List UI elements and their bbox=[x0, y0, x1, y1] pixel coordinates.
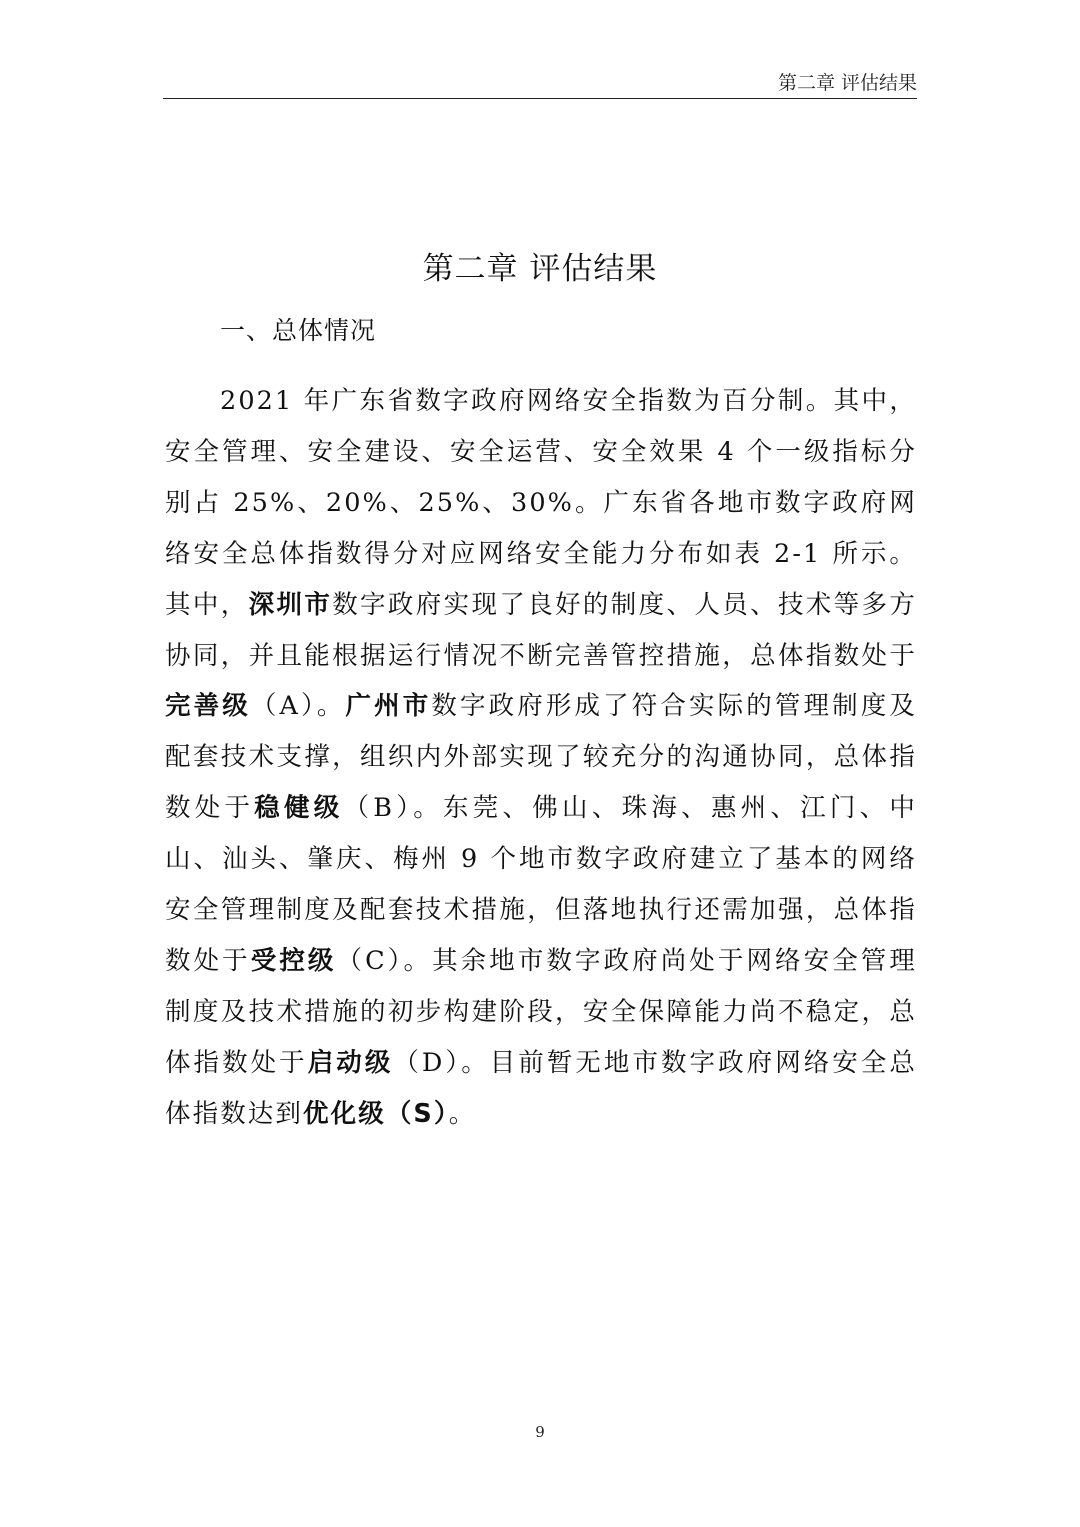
text-segment: 2021 年广东省数字政府网络安全指数为百分制。其中，安全管理、安全建设、安全运营、安全效果 4 个一级指标分别占 25%、20%、25%、30%。广东省各地市数字政府网络安全总体指数得分对应网络安全能力分布如表 2-1 所示。其中， bbox=[165, 386, 917, 620]
text-segment: （A）。 bbox=[250, 691, 346, 722]
text-segment: 数字政府形成了符合实际的管理制度及配套技术支撑，组织内外部实现了较充分的沟通协同，总体指数处于 bbox=[165, 691, 917, 824]
body-paragraph bbox=[165, 376, 917, 1140]
text-segment: （B）。东莞、佛山、珠海、惠州、江门、中山、汕头、肇庆、梅州 9 个地市数字政府建立了基本的网络安全管理制度及配套技术措施，但落地执行还需加强，总体指数处于 bbox=[165, 793, 917, 976]
level-d: 启动级 bbox=[307, 1047, 394, 1078]
section-heading: 一、总体情况 bbox=[220, 316, 377, 345]
running-header-title: 第二章 评估结果 bbox=[777, 72, 917, 94]
text-segment: （D）。目前暂无地市数字政府网络安全总体指数达到 bbox=[165, 1047, 917, 1129]
city-shenzhen: 深圳市 bbox=[248, 589, 333, 620]
level-c: 受控级 bbox=[250, 945, 337, 976]
city-guangzhou: 广州市 bbox=[345, 691, 432, 722]
text-segment: 。 bbox=[448, 1098, 477, 1129]
level-a: 完善级 bbox=[165, 691, 251, 722]
chapter-title: 第二章 评估结果 bbox=[422, 251, 658, 287]
page-number: 9 bbox=[535, 1423, 545, 1441]
text-segment: （C）。其余地市数字政府尚处于网络安全管理制度及技术措施的初步构建阶段，安全保障能力尚不稳定，总体指数处于 bbox=[165, 945, 917, 1078]
text-segment: 数字政府实现了良好的制度、人员、技术等多方协同，并且能根据运行情况不断完善管控措施，总体指数处于 bbox=[165, 589, 917, 671]
level-b: 稳健级 bbox=[254, 793, 344, 824]
level-s: 优化级（S） bbox=[303, 1098, 449, 1129]
running-header bbox=[163, 68, 917, 99]
